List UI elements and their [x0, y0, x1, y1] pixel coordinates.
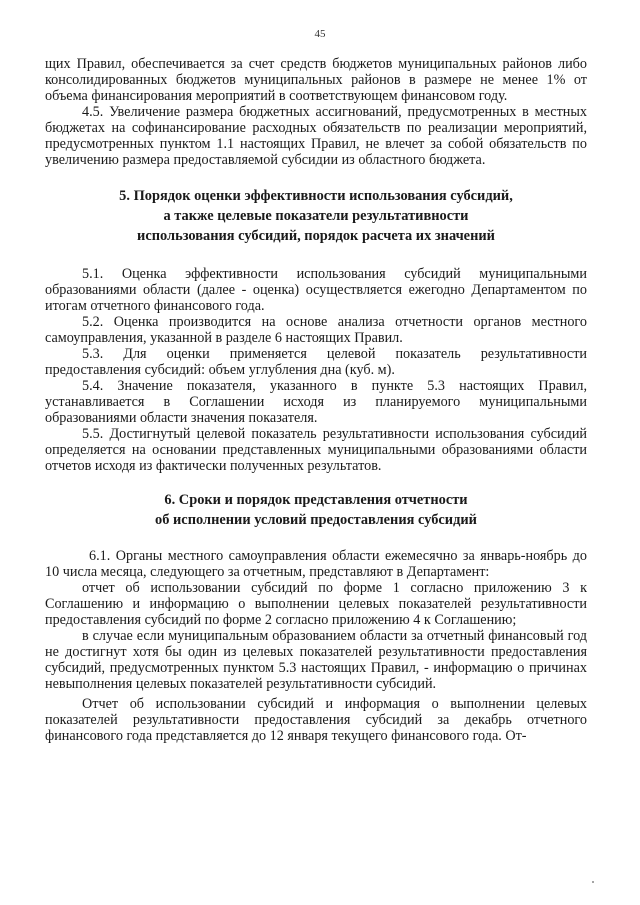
section-6-heading-line-2: об исполнении условий предоставления субсидий: [155, 512, 477, 528]
paragraph-4-5: 4.5. Увеличение размера бюджетных ассигнований, предусмотренных в местных бюджетах на софинансирование расходных обязательств по реализации мероприятий, предусмотренных пунктом 1.1 настоящих Правил, не влечет за собой обязательств по увеличению размера предоставляемой субсидии из областного бюджета.: [45, 104, 587, 168]
paragraph-5-1: 5.1. Оценка эффективности использования субсидий муниципальными образованиями области (далее - оценка) осуществляется ежегодно Департаментом по итогам отчетного финансового года.: [45, 266, 587, 314]
paragraph-6-1-c: Отчет об использовании субсидий и информация о выполнении целевых показателей результативности предоставления субсидий за декабрь отчетного финансового года представляется до 12 января текущего финансового года. От-: [45, 696, 587, 744]
paragraph-continuation: щих Правил, обеспечивается за счет средств бюджетов муниципальных районов либо консолидированных бюджетов муниципальных районов в размере не менее 1% от объема финансирования мероприятий в соответствующем финансовом году.: [45, 56, 587, 104]
section-5-heading-line-1: 5. Порядок оценки эффективности использования субсидий,: [119, 188, 513, 204]
paragraph-6-1-b: в случае если муниципальным образованием области за отчетный финансовый год не достигнут хотя бы один из целевых показателей результативности предоставления субсидий, предусмотренных пунктом 5.3 настоящих Правил, - информацию о причинах невыполнения целевых показателей результативности субсидий.: [45, 628, 587, 692]
paragraph-5-5: 5.5. Достигнутый целевой показатель результативности использования субсидий определяется на основании представленных муниципальными образованиями области отчетов исходя из фактически полученных результатов.: [45, 426, 587, 474]
paragraph-5-2: 5.2. Оценка производится на основе анализа отчетности органов местного самоуправления, указанной в разделе 6 настоящих Правил.: [45, 314, 587, 346]
page-number: 45: [314, 28, 326, 40]
section-6-heading-line-1: 6. Сроки и порядок представления отчетности: [164, 492, 468, 508]
paragraph-5-3: 5.3. Для оценки применяется целевой показатель результативности предоставления субсидий: объем углубления дна (куб. м).: [45, 346, 587, 378]
section-5-heading: [45, 186, 587, 246]
paragraph-6-1-a: отчет об использовании субсидий по форме 1 согласно приложению 3 к Соглашению и информацию о выполнении целевых показателей результативности предоставления субсидий по форме 2 согласно приложению 4 к Соглашению;: [45, 580, 587, 628]
section-5-heading-line-3: использования субсидий, порядок расчета их значений: [137, 228, 495, 244]
document-body: [45, 56, 587, 744]
section-5-heading-line-2: а также целевые показатели результативности: [163, 208, 469, 224]
section-6-heading: [45, 490, 587, 530]
paragraph-5-4: 5.4. Значение показателя, указанного в пункте 5.3 настоящих Правил, устанавливается в Соглашении исходя из планируемого муниципальными образованиями области значения показателя.: [45, 378, 587, 426]
scan-mark: [592, 881, 594, 883]
paragraph-6-1: 6.1. Органы местного самоуправления области ежемесячно за январь-ноябрь до 10 числа месяца, следующего за отчетным, представляют в Департамент:: [45, 548, 587, 580]
